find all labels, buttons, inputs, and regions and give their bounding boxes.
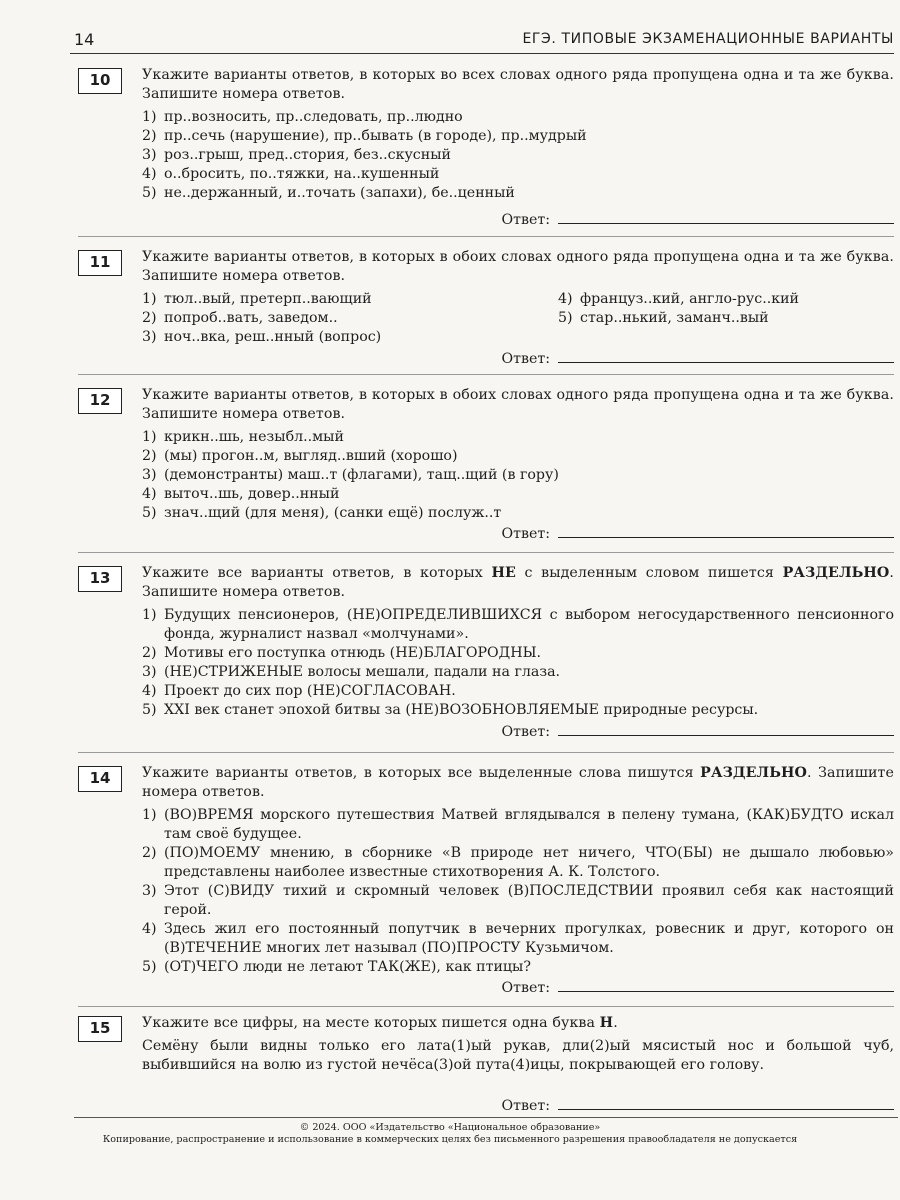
answer-option: 4) выточ..шь, довер..нный [142, 486, 340, 502]
answer-field[interactable]: Ответ: [502, 210, 895, 228]
answer-option: 3) ноч..вка, реш..нный (вопрос) [142, 329, 382, 345]
answer-field[interactable]: Ответ: [502, 978, 895, 996]
answer-option: 1) крикн..шь, незыбл..мый [142, 429, 344, 445]
divider [78, 1006, 894, 1007]
divider [78, 552, 894, 553]
page-number: 14 [74, 30, 95, 49]
task-instruction: Укажите варианты ответов, в которых в обоих словах одного ряда пропущена одна и та же буква. Запишите номера ответов. [142, 387, 894, 422]
task-number: 15 [78, 1016, 122, 1042]
answer-option: 1) Будущих пенсионеров, (НЕ)ОПРЕДЕЛИВШИХСЯ с выбором негосударственного пенсионного фонда, журналист назвал «молчунами». [142, 607, 894, 642]
task-instruction: Укажите все цифры, на месте которых пишется одна буква Н. [142, 1015, 618, 1031]
task-instruction: Укажите все варианты ответов, в которых НЕ с выделенным словом пишется РАЗДЕЛЬНО. Запишите номера ответов. [142, 565, 894, 600]
answer-field[interactable]: Ответ: [502, 349, 895, 367]
answer-field[interactable]: Ответ: [502, 524, 895, 542]
task-number: 11 [78, 250, 122, 276]
task-text: Семёну были видны только его лата(1)ый рукав, дли(2)ый мясистый нос и большой чуб, выбившийся на волю из густой нечёса(3)ой пута(4)ицы, покрывающей его голову. [142, 1038, 894, 1073]
answer-option: 1) тюл..вый, претерп..вающий [142, 291, 372, 307]
answer-option: 4) Здесь жил его постоянный попутчик в вечерних прогулках, ровесник и друг, которого он (В)ТЕЧЕНИЕ многих лет называл (ПО)ПРОСТУ Кузьмичом. [142, 921, 894, 956]
answer-option: 2) попроб..вать, заведом.. [142, 310, 338, 326]
answer-option: 5) знач..щий (для меня), (санки ещё) послуж..т [142, 505, 502, 521]
answer-field[interactable]: Ответ: [502, 722, 895, 740]
answer-option: 5) XXI век станет эпохой битвы за (НЕ)ВОЗОБНОВЛЯЕМЫЕ природные ресурсы. [142, 702, 759, 718]
divider [78, 752, 894, 753]
answer-option: 2) Мотивы его поступка отнюдь (НЕ)БЛАГОРОДНЫ. [142, 645, 542, 661]
answer-option: 3) (НЕ)СТРИЖЕНЫЕ волосы мешали, падали на глаза. [142, 664, 561, 680]
task-instruction: Укажите варианты ответов, в которых во всех словах одного ряда пропущена одна и та же буква. Запишите номера ответов. [142, 67, 894, 102]
running-title: ЕГЭ. ТИПОВЫЕ ЭКЗАМЕНАЦИОННЫЕ ВАРИАНТЫ [522, 31, 894, 47]
answer-option: 3) (демонстранты) маш..т (флагами), тащ..щий (в гору) [142, 467, 559, 483]
divider [78, 374, 894, 375]
task-number: 13 [78, 566, 122, 592]
answer-option: 2) пр..сечь (нарушение), пр..бывать (в городе), пр..мудрый [142, 128, 587, 144]
answer-option: 3) роз..грыш, пред..стория, без..скусный [142, 147, 451, 163]
page-header [70, 28, 894, 54]
answer-option: 4) о..бросить, по..тяжки, на..кушенный [142, 166, 440, 182]
answer-option: 2) (мы) прогон..м, выгляд..вший (хорошо) [142, 448, 458, 464]
answer-option: 3) Этот (С)ВИДУ тихий и скромный человек (В)ПОСЛЕДСТВИИ проявил себя как настоящий герой. [142, 883, 894, 918]
task-number: 12 [78, 388, 122, 414]
task-instruction: Укажите варианты ответов, в которых в обоих словах одного ряда пропущена одна и та же буква. Запишите номера ответов. [142, 249, 894, 284]
answer-option: 4) Проект до сих пор (НЕ)СОГЛАСОВАН. [142, 683, 456, 699]
answer-option: 1) (ВО)ВРЕМЯ морского путешествия Матвей вглядывался в пелену тумана, (КАК)БУДТО искал там своё будущее. [142, 807, 894, 842]
answer-option: 5) не..держанный, и..точать (запахи), бе..ценный [142, 185, 515, 201]
answer-option: 4) француз..кий, англо-рус..кий [558, 291, 799, 307]
answer-option: 5) стар..нький, заманч..вый [558, 310, 769, 326]
answer-field[interactable]: Ответ: [502, 1096, 895, 1114]
footer-divider [74, 1117, 898, 1118]
task-number: 10 [78, 68, 122, 94]
task-number: 14 [78, 766, 122, 792]
divider [78, 236, 894, 237]
copyright-notice: Копирование, распространение и использование в коммерческих целях без письменного разрешения правообладателя не допускается [102, 1134, 798, 1145]
answer-option: 2) (ПО)МОЕМУ мнению, в сборнике «В природе нет ничего, ЧТО(БЫ) не дышало любовью» представлены наиболее известные стихотворения А. К. Толстого. [142, 845, 894, 880]
answer-option: 1) пр..возносить, пр..следовать, пр..людно [142, 109, 463, 125]
copyright: © 2024. ООО «Издательство «Национальное образование» [299, 1122, 601, 1133]
task-instruction: Укажите варианты ответов, в которых все выделенные слова пишутся РАЗДЕЛЬНО. Запишите номера ответов. [142, 765, 894, 800]
answer-option: 5) (ОТ)ЧЕГО люди не летают ТАК(ЖЕ), как птицы? [142, 959, 531, 975]
